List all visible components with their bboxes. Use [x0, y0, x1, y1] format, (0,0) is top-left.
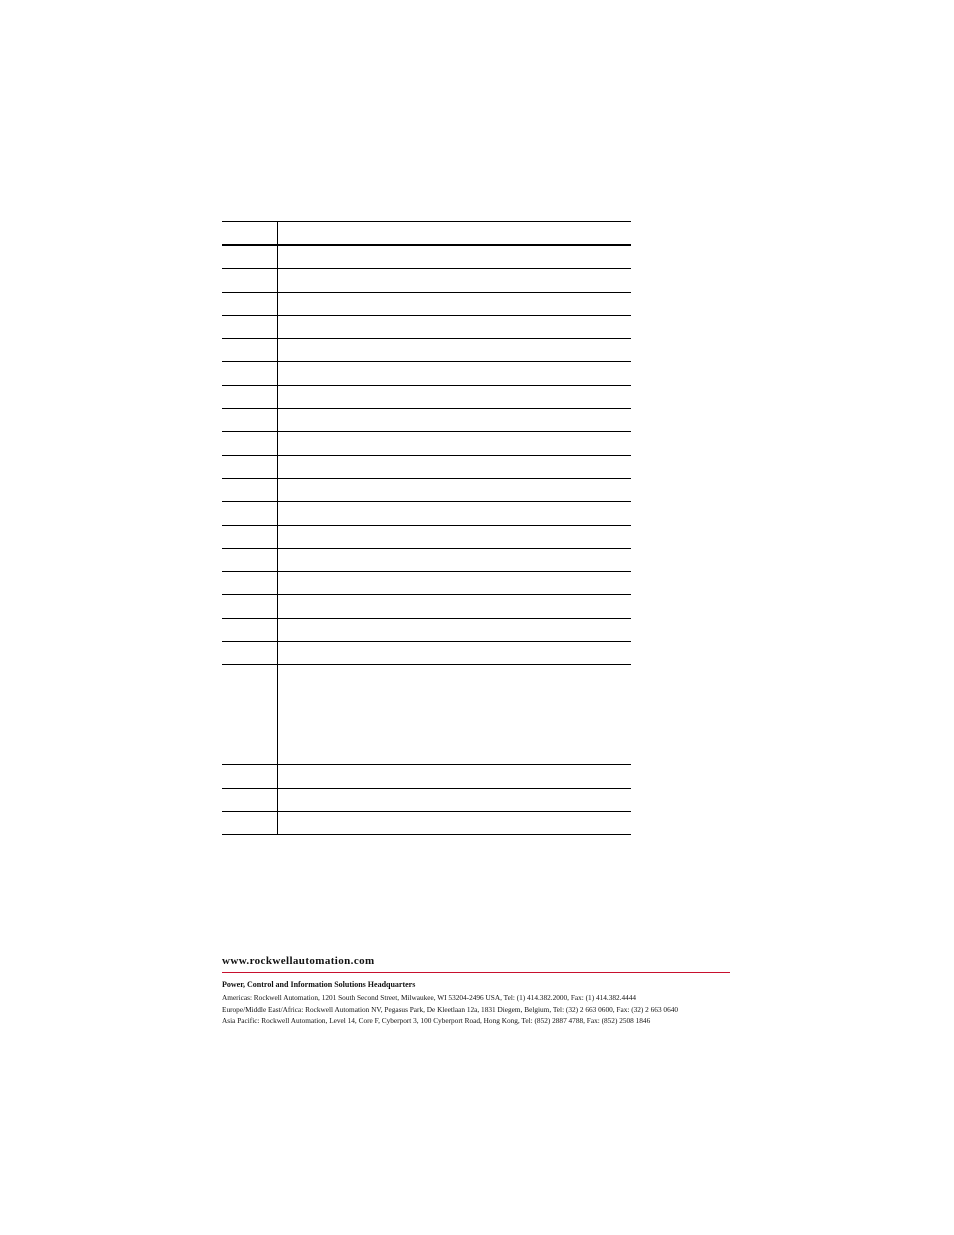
table-cell-value — [278, 526, 631, 548]
table-cell-value — [278, 665, 631, 764]
table-row — [222, 269, 631, 292]
table-row — [222, 479, 631, 502]
table-cell-label — [222, 812, 278, 834]
footer — [222, 954, 730, 1027]
table-row — [222, 549, 631, 572]
table-cell-label — [222, 526, 278, 548]
table-cell-value — [278, 222, 631, 244]
table-cell-label — [222, 316, 278, 338]
table-row — [222, 619, 631, 642]
table-cell-label — [222, 642, 278, 664]
table-header-row — [222, 222, 631, 246]
table-cell-value — [278, 409, 631, 431]
table-cell-label — [222, 386, 278, 408]
table-cell-value — [278, 362, 631, 384]
footer-addresses — [222, 992, 730, 1027]
address-americas: Americas: Rockwell Automation, 1201 South Second Street, Milwaukee, WI 53204-2496 USA, Tel: (1) 414.382.2000, Fax: (1) 414.382.4444 — [222, 993, 637, 1002]
table-row — [222, 765, 631, 788]
table-cell-label — [222, 432, 278, 454]
table-cell-value — [278, 765, 631, 787]
table-row — [222, 595, 631, 618]
table-row — [222, 812, 631, 835]
table-cell-value — [278, 246, 631, 268]
table-cell-value — [278, 456, 631, 478]
table-cell-label — [222, 246, 278, 268]
table-cell-label — [222, 293, 278, 315]
table-cell-label — [222, 362, 278, 384]
table-row — [222, 432, 631, 455]
address-emea: Europe/Middle East/Africa: Rockwell Automation NV, Pegasus Park, De Kleetlaan 12a, 1831 Diegem, Belgium, Tel: (32) 2 663 0600, Fax: (32) 2 663 0640 — [222, 1004, 679, 1014]
table-row — [222, 456, 631, 479]
table-row — [222, 572, 631, 595]
address-asia-pacific: Asia Pacific: Rockwell Automation, Level 14, Core F, Cyberport 3, 100 Cyberport Road, Hong Kong, Tel: (852) 2887 4788, Fax: (852) 2508 1846 — [222, 1016, 651, 1025]
table-cell-value — [278, 269, 631, 291]
table-cell-label — [222, 409, 278, 431]
footer-divider — [222, 972, 730, 973]
table-cell-value — [278, 789, 631, 811]
table-row — [222, 665, 631, 765]
table-cell-value — [278, 316, 631, 338]
table-row — [222, 362, 631, 385]
table-cell-label — [222, 339, 278, 361]
table-cell-label — [222, 789, 278, 811]
table-row — [222, 502, 631, 525]
table-cell-label — [222, 595, 278, 617]
table-cell-value — [278, 595, 631, 617]
table-cell-value — [278, 642, 631, 664]
table-cell-value — [278, 619, 631, 641]
footer-website-url[interactable]: www.rockwellautomation.com — [222, 955, 375, 967]
ruled-table — [222, 221, 631, 835]
table-cell-value — [278, 502, 631, 524]
table-cell-label — [222, 549, 278, 571]
table-cell-label — [222, 502, 278, 524]
table-cell-label — [222, 619, 278, 641]
table-row — [222, 339, 631, 362]
table-cell-value — [278, 386, 631, 408]
table-cell-label — [222, 479, 278, 501]
table-cell-label — [222, 665, 278, 764]
table-row — [222, 293, 631, 316]
table-cell-value — [278, 812, 631, 834]
table-row — [222, 526, 631, 549]
table-cell-value — [278, 549, 631, 571]
table-cell-value — [278, 293, 631, 315]
table-cell-value — [278, 339, 631, 361]
table-row — [222, 642, 631, 665]
table-cell-label — [222, 269, 278, 291]
table-cell-value — [278, 479, 631, 501]
table-cell-label — [222, 572, 278, 594]
table-row — [222, 789, 631, 812]
table-cell-value — [278, 432, 631, 454]
table-cell-label — [222, 222, 278, 244]
table-row — [222, 316, 631, 339]
table-cell-value — [278, 572, 631, 594]
table-row — [222, 386, 631, 409]
table-row — [222, 246, 631, 269]
table-row — [222, 409, 631, 432]
footer-headquarters-title: Power, Control and Information Solutions Headquarters — [222, 980, 416, 989]
table-cell-label — [222, 456, 278, 478]
table-cell-label — [222, 765, 278, 787]
